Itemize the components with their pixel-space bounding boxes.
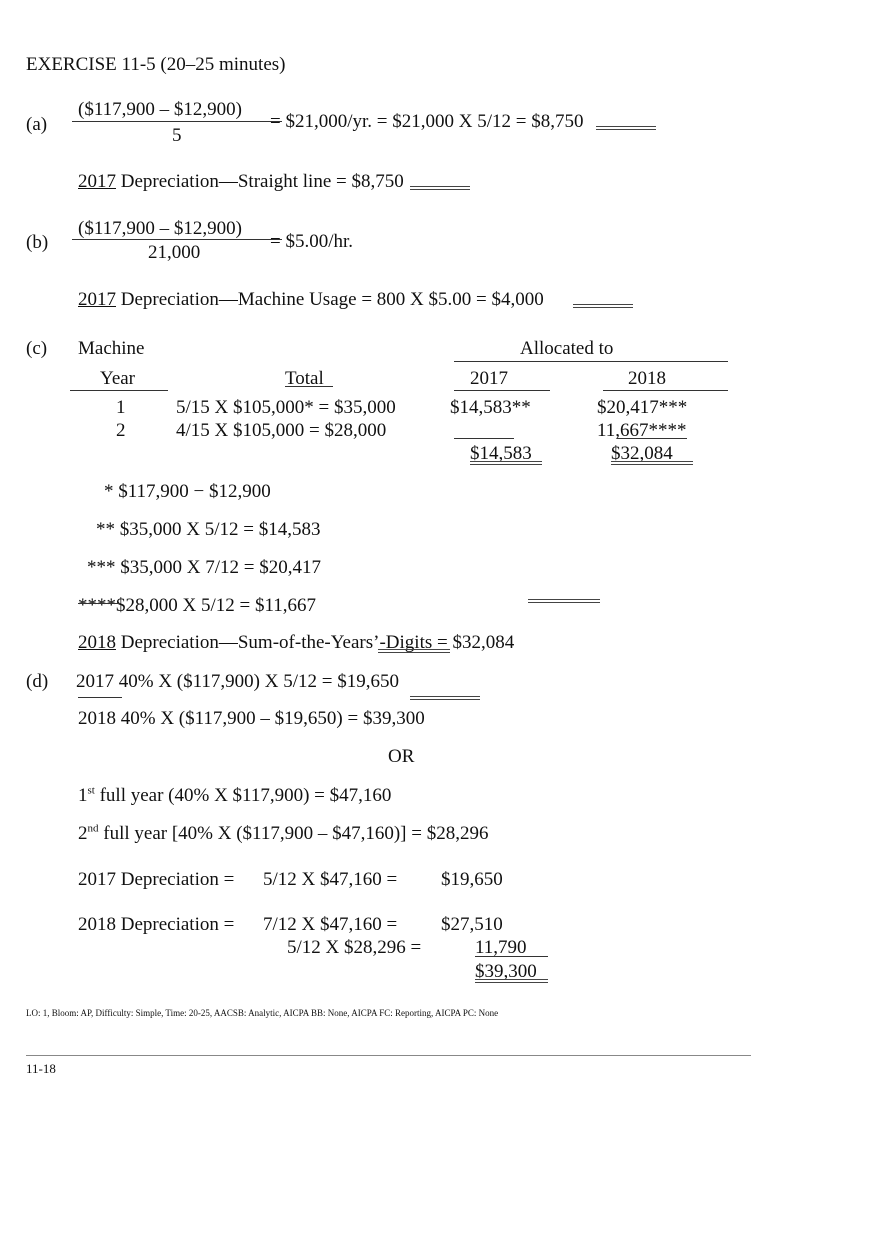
- first-year-text: full year (40% X $117,900) = $47,160: [94, 785, 392, 806]
- dep-2017-value: $19,650: [441, 869, 503, 890]
- first-year-sup: st: [87, 784, 95, 797]
- allocated-to-rule: [454, 361, 728, 362]
- dep-2018-total-double-underline: [475, 979, 548, 983]
- note-1: * $117,900 − $12,900: [104, 481, 271, 502]
- row1-calc: 5/15 X $105,000* = $35,000: [176, 397, 396, 418]
- row1-2017: $14,583**: [450, 397, 531, 418]
- dep-2018-label: 2018 Depreciation =: [78, 914, 235, 935]
- col-2018: 2018: [628, 368, 666, 389]
- col-2018-rule: [603, 390, 728, 391]
- note-4: ****$28,000 X 5/12 = $11,667: [78, 595, 317, 616]
- part-c-label: (c): [26, 338, 48, 359]
- stray-double-rule: [528, 599, 600, 603]
- dep-2017-calc: 5/12 X $47,160 =: [263, 869, 398, 890]
- dep-2018-value2: 11,790: [475, 937, 527, 958]
- col-year: Year: [100, 368, 136, 389]
- row1-2018: $20,417***: [597, 397, 688, 418]
- part-b-summary-double-underline: [573, 304, 633, 308]
- row2-2018-rule: [617, 438, 687, 439]
- part-a-label: (a): [26, 114, 48, 135]
- note-2: ** $35,000 X 5/12 = $14,583: [96, 519, 321, 540]
- part-d-line1-double-underline: [410, 696, 480, 700]
- part-b-result: = $5.00/hr.: [270, 231, 354, 252]
- page-title: EXERCISE 11-5 (20–25 minutes): [26, 54, 286, 75]
- col-machine: Machine: [78, 338, 145, 359]
- second-year-num: 2: [78, 823, 88, 844]
- second-year-sup: nd: [87, 822, 99, 835]
- col-2017-rule: [454, 390, 550, 391]
- part-a-summary-year: 2017: [78, 171, 116, 192]
- part-a-summary: [78, 172, 404, 191]
- part-b-summary: [78, 290, 544, 309]
- dep-2018-value2-rule: [475, 956, 548, 957]
- total-2018: $32,084: [611, 443, 673, 464]
- total-2018-double-underline: [611, 461, 693, 465]
- part-a-double-underline: [596, 126, 656, 130]
- part-a-numerator: ($117,900 – $12,900): [78, 99, 242, 120]
- part-b-denominator: 21,000: [148, 242, 201, 263]
- row2-2018: 11,667****: [597, 420, 687, 441]
- part-a-result: = $21,000/yr. = $21,000 X 5/12 = $8,750: [270, 111, 584, 132]
- col-allocated-to: Allocated to: [520, 338, 614, 359]
- dep-2018-total: $39,300: [475, 961, 537, 982]
- part-c-summary-text: Depreciation—Sum-of-the-Years’-Digits = $32,084: [116, 632, 515, 653]
- dep-2018-value1: $27,510: [441, 914, 503, 935]
- row2-2017-blank-rule: [454, 438, 514, 439]
- second-year-text: full year [40% X ($117,900 – $47,160)] = $28,296: [98, 823, 489, 844]
- col-2017: 2017: [470, 368, 508, 389]
- footer-metadata: LO: 1, Bloom: AP, Difficulty: Simple, Time: 20-25, AACSB: Analytic, AICPA BB: None, AICPA FC: Reporting, AICPA PC: None: [26, 1008, 499, 1018]
- row2-calc: 4/15 X $105,000 = $28,000: [176, 420, 387, 441]
- part-d-line2: 2018 40% X ($117,900 – $19,650) = $39,300: [78, 708, 425, 729]
- part-b-summary-text: Depreciation—Machine Usage = 800 X $5.00 = $4,000: [116, 289, 544, 310]
- dep-2018-calc2: 5/12 X $28,296 =: [287, 937, 422, 958]
- row2-year: 2: [116, 420, 126, 441]
- part-a-summary-text: Depreciation—Straight line = $8,750: [116, 171, 404, 192]
- total-2017: $14,583: [470, 443, 532, 464]
- dep-2017-label: 2017 Depreciation =: [78, 869, 235, 890]
- footer-rule: [26, 1055, 751, 1056]
- note-4-strike: [78, 603, 120, 604]
- part-c-summary-double-underline: [378, 649, 450, 653]
- col-total: Total: [285, 368, 324, 389]
- col-year-rule: [70, 390, 168, 391]
- first-year-num: 1: [78, 785, 88, 806]
- part-a-summary-double-underline: [410, 186, 470, 190]
- part-d-second-full-year: [78, 824, 488, 843]
- dep-2018-calc1: 7/12 X $47,160 =: [263, 914, 398, 935]
- part-b-fraction-bar: [72, 239, 282, 240]
- part-c-summary-year: 2018: [78, 632, 116, 653]
- row1-year: 1: [116, 397, 126, 418]
- part-d-first-full-year: [78, 786, 391, 805]
- part-b-label: (b): [26, 232, 49, 253]
- part-d-or: OR: [388, 746, 415, 767]
- part-d-line1: 2017 40% X ($117,900) X 5/12 = $19,650: [76, 671, 399, 692]
- part-d-line1-rule: [78, 697, 122, 698]
- part-b-summary-year: 2017: [78, 289, 116, 310]
- part-b-numerator: ($117,900 – $12,900): [78, 218, 242, 239]
- part-d-label: (d): [26, 671, 49, 692]
- page-number: 11-18: [26, 1061, 56, 1076]
- note-3: *** $35,000 X 7/12 = $20,417: [87, 557, 321, 578]
- col-total-rule: [285, 386, 333, 387]
- part-a-denominator: 5: [172, 125, 182, 146]
- total-2017-double-underline: [470, 461, 542, 465]
- part-a-fraction-bar: [72, 121, 282, 122]
